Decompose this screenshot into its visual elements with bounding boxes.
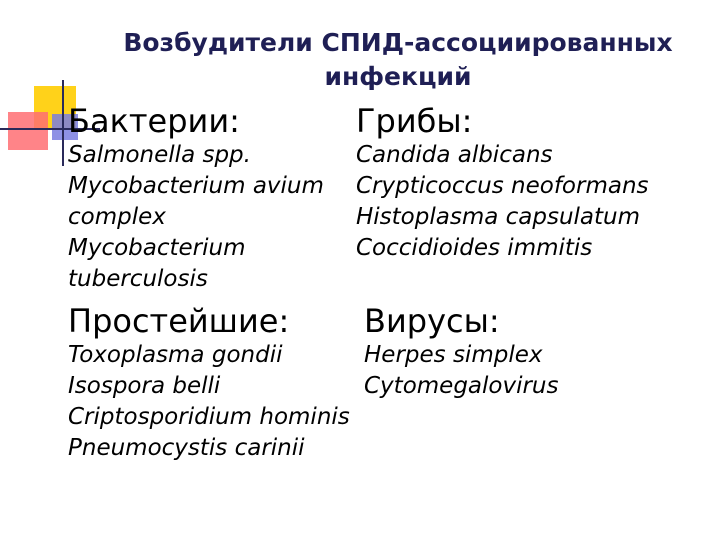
viruses-heading: Вирусы: (364, 302, 500, 340)
list-item: Salmonella spp. (68, 142, 251, 168)
list-item: Mycobacterium avium (68, 173, 324, 199)
list-item: Herpes simplex (364, 342, 543, 368)
list-item: Criptosporidium hominis (68, 404, 350, 430)
list-item: Isospora belli (68, 373, 221, 399)
bacteria-list (68, 140, 324, 295)
fungi-list (356, 140, 649, 264)
bacteria-heading: Бактерии: (68, 102, 240, 140)
title-line-2: инфекций (324, 62, 472, 91)
list-item: Candida albicans (356, 142, 553, 168)
list-item: Coccidioides immitis (356, 235, 593, 261)
list-item: Cytomegalovirus (364, 373, 559, 399)
protozoa-heading: Простейшие: (68, 302, 290, 340)
viruses-list (364, 340, 559, 402)
slide-title (108, 26, 688, 94)
list-item: Pneumocystis carinii (68, 435, 305, 461)
list-item: Toxoplasma gondii (68, 342, 283, 368)
list-item: complex (68, 204, 166, 230)
list-item: tuberculosis (68, 266, 208, 292)
ornament-red-square (8, 112, 48, 150)
protozoa-list (68, 340, 350, 464)
ornament-vertical-line (62, 80, 64, 166)
title-line-1: Возбудители СПИД-ассоциированных (123, 28, 673, 57)
list-item: Histoplasma capsulatum (356, 204, 641, 230)
list-item: Mycobacterium (68, 235, 246, 261)
fungi-heading: Грибы: (356, 102, 473, 140)
list-item: Crypticoccus neoformans (356, 173, 649, 199)
